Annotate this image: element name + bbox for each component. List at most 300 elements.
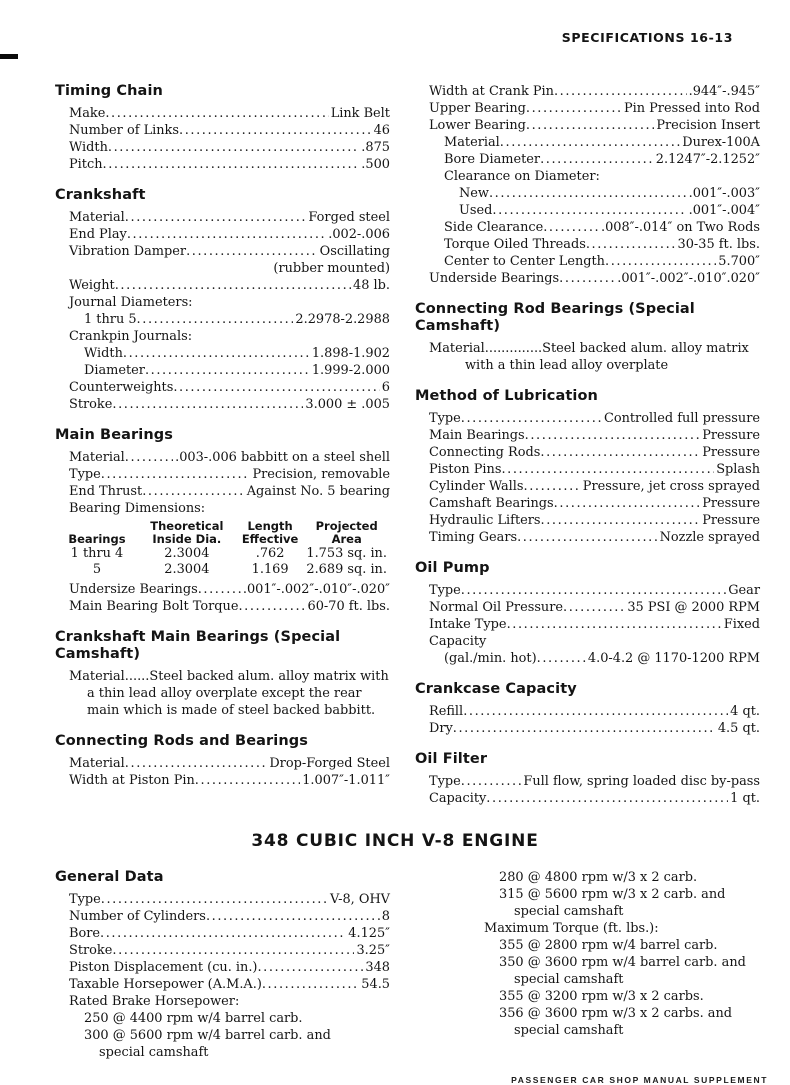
footer-label: PASSENGER CAR SHOP MANUAL SUPPLEMENT [511, 1075, 768, 1085]
spec-label: Cylinder Walls [429, 479, 524, 494]
spec-label: Counterweights [69, 380, 174, 395]
dot-leader [526, 117, 654, 134]
section-title: Timing Chain [55, 83, 163, 99]
table-header-line: Area [331, 532, 362, 546]
spec-row [415, 529, 760, 546]
spec-label: Center to Center Length [444, 254, 605, 269]
spec-label: 355 @ 3200 rpm w/3 x 2 carbs. [499, 989, 704, 1004]
scan-artifact [0, 54, 18, 59]
spec-value: Fixed [723, 617, 760, 632]
spec-row [55, 483, 390, 500]
spec-section [55, 187, 390, 413]
spec-label: Torque Oiled Threads [444, 237, 586, 252]
spec-value: Drop-Forged Steel [269, 756, 390, 771]
spec-label: Material [69, 210, 125, 225]
dot-leader [206, 908, 380, 925]
spec-value: 35 PSI @ 2000 RPM [627, 600, 760, 615]
dot-leader [127, 226, 326, 243]
spec-label: 300 @ 5600 rpm w/4 barrel carb. and [84, 1028, 331, 1043]
table-cell: 2.689 sq. in. [306, 562, 387, 577]
spec-section [415, 751, 760, 807]
spec-row [470, 920, 760, 937]
spec-row [55, 942, 390, 959]
spec-label: Dry [429, 721, 453, 736]
spec-label: Number of Cylinders [69, 909, 206, 924]
spec-value: 3.25″ [356, 943, 390, 958]
spec-row [55, 925, 390, 942]
spec-row [470, 903, 760, 920]
spec-section [55, 629, 390, 719]
dot-leader [486, 790, 728, 807]
spec-value: Durex-100A [682, 135, 760, 150]
spec-value: .944″-.945″ [688, 84, 760, 99]
spec-label: Material [69, 756, 125, 771]
spec-row [415, 236, 760, 253]
spec-row [55, 993, 390, 1010]
spec-section [55, 427, 390, 615]
spec-value: Pressure [702, 513, 760, 528]
table-header-line: Inside Dia. [152, 532, 222, 546]
spec-row [55, 260, 390, 277]
section-title: Connecting Rod Bearings (Special Camshaft) [415, 301, 695, 334]
spec-paragraph: Material..............Steel backed alum. alloy matrix with a thin lead alloy overplate [429, 341, 749, 373]
spec-row [55, 755, 390, 772]
spec-label: Main Bearing Bolt Torque [69, 599, 239, 614]
table-row [57, 546, 390, 562]
spec-section [55, 733, 390, 789]
dot-leader [540, 151, 654, 168]
spec-row [55, 362, 390, 379]
dot-leader [461, 582, 726, 599]
spec-label: Hydraulic Lifters [429, 513, 541, 528]
dot-leader [262, 976, 359, 993]
spec-label: special camshaft [514, 904, 624, 919]
spec-label: Intake Type [429, 617, 507, 632]
spec-label: Vibration Damper [69, 244, 187, 259]
spec-value: .002-.006 [328, 227, 390, 242]
spec-row [470, 886, 760, 903]
spec-row [55, 959, 390, 976]
spec-row [415, 219, 760, 236]
dot-leader [257, 959, 363, 976]
spec-label: Material [69, 450, 125, 465]
spec-row [415, 134, 760, 151]
dot-leader [108, 139, 359, 156]
spec-right-column [415, 83, 760, 807]
dot-leader [238, 598, 305, 615]
spec-label: Timing Gears [429, 530, 518, 545]
dot-leader [103, 156, 360, 173]
spec-row [415, 461, 760, 478]
spec-label: Capacity [429, 791, 487, 806]
spec-value: Pressure, jet cross sprayed [582, 479, 760, 494]
table-cell: 2.3004 [164, 562, 210, 577]
table-header-line: Projected [315, 519, 378, 533]
dot-leader [554, 83, 687, 100]
spec-value: 4.0-4.2 @ 1170-1200 RPM [587, 651, 760, 666]
spec-columns-bottom [0, 869, 790, 1061]
spec-row [415, 495, 760, 512]
table-header-line: Effective [241, 532, 299, 546]
dot-leader [453, 720, 716, 737]
spec-label: Camshaft Bearings [429, 496, 554, 511]
spec-row [55, 226, 390, 243]
spec-row [55, 1010, 390, 1027]
bearing-dimensions-table [57, 520, 390, 578]
spec-value: 4 qt. [730, 704, 760, 719]
dot-leader [524, 478, 581, 495]
spec-row [415, 100, 760, 117]
spec-row [415, 410, 760, 427]
spec-label: 250 @ 4400 rpm w/4 barrel carb. [84, 1011, 303, 1026]
spec-row [55, 1027, 390, 1044]
section-title: Method of Lubrication [415, 388, 598, 404]
spec-value: 30-35 ft. lbs. [677, 237, 760, 252]
dot-leader [540, 444, 700, 461]
spec-row [55, 345, 390, 362]
spec-value: V-8, OHV [330, 892, 390, 907]
spec-row [470, 971, 760, 988]
spec-section [415, 83, 760, 287]
spec-label: 355 @ 2800 rpm w/4 barrel carb. [499, 938, 718, 953]
spec-row [470, 937, 760, 954]
spec-row [55, 243, 390, 260]
spec-section [55, 83, 390, 173]
spec-value: (rubber mounted) [273, 261, 390, 276]
spec-value: .001″-.002″-.010″-.020″ [242, 582, 390, 597]
spec-value: Pin Pressed into Rod [623, 101, 760, 116]
spec-label: special camshaft [99, 1045, 209, 1060]
spec-value: 4.125″ [348, 926, 390, 941]
spec-row [55, 311, 390, 328]
spec-value: 46 [373, 123, 390, 138]
spec-row [55, 396, 390, 413]
dot-leader [526, 100, 622, 117]
spec-row [415, 512, 760, 529]
spec-section [415, 301, 760, 374]
spec-label: Type [429, 774, 461, 789]
spec-label: Journal Diameters: [69, 295, 193, 310]
spec-label: Number of Links [69, 123, 179, 138]
table-cell: 1.753 sq. in. [306, 546, 387, 561]
spec-value: .001″-.002″-.010″.020″ [617, 271, 760, 286]
table-cell: 2.3004 [164, 546, 210, 561]
dot-leader [500, 134, 680, 151]
spec-row [55, 139, 390, 156]
spec-row [415, 790, 760, 807]
table-cell: 5 [92, 562, 102, 577]
spec-label: Used [459, 203, 493, 218]
spec-row [55, 466, 390, 483]
dot-leader [125, 755, 268, 772]
spec-row [415, 202, 760, 219]
spec-label: Bore Diameter [444, 152, 541, 167]
spec-value: 1.898-1.902 [311, 346, 390, 361]
spec-row [55, 277, 390, 294]
spec-value: 6 [381, 380, 390, 395]
table-header-line: Theoretical [150, 519, 224, 533]
spec-label: (gal./min. hot) [444, 651, 537, 666]
dot-leader [195, 772, 300, 789]
spec-label: End Play [69, 227, 127, 242]
spec-label: Lower Bearing [429, 118, 526, 133]
spec-row [55, 379, 390, 396]
spec-row [55, 976, 390, 993]
spec-row [415, 253, 760, 270]
spec-row [415, 151, 760, 168]
page-header [0, 0, 790, 45]
spec-label: Crankpin Journals: [69, 329, 193, 344]
spec-label: Piston Displacement (cu. in.) [69, 960, 258, 975]
spec-row [415, 478, 760, 495]
spec-row [55, 122, 390, 139]
spec-label: Type [69, 892, 101, 907]
spec-section [470, 869, 760, 1039]
section-title: Oil Pump [415, 560, 490, 576]
spec-label: Taxable Horsepower (A.M.A.) [69, 977, 262, 992]
spec-row [470, 954, 760, 971]
spec-paragraph: Material......Steel backed alum. alloy matrix with a thin lead alloy overplate except the rear main which is made of steel backed babbitt. [69, 669, 389, 718]
spec-label: Upper Bearing [429, 101, 526, 116]
dot-leader [125, 449, 173, 466]
spec-label: Width [84, 346, 123, 361]
section-title: Oil Filter [415, 751, 488, 767]
spec-row [55, 772, 390, 789]
spec-row [415, 599, 760, 616]
spec-label: Stroke [69, 943, 113, 958]
dot-leader [563, 599, 625, 616]
dot-leader [554, 495, 701, 512]
spec-value: .500 [361, 157, 390, 172]
spec-row [55, 449, 390, 466]
spec-value: Against No. 5 bearing [246, 484, 390, 499]
spec-row [415, 117, 760, 134]
spec-label: Material [444, 135, 500, 150]
dot-leader [101, 891, 328, 908]
section-title: Crankshaft [55, 187, 146, 203]
spec-value: Link Belt [330, 106, 390, 121]
spec-value: .001″-.003″ [688, 186, 760, 201]
spec-value: 48 lb. [353, 278, 390, 293]
dot-leader [501, 461, 714, 478]
spec-label: Width at Piston Pin [69, 773, 195, 788]
table-header-line: Length [247, 519, 293, 533]
section-title: Crankshaft Main Bearings (Special Camshaft) [55, 629, 341, 662]
spec-row [415, 650, 760, 667]
dot-leader [145, 362, 310, 379]
spec-label: 315 @ 5600 rpm w/3 x 2 carb. and [499, 887, 726, 902]
spec-section [55, 869, 390, 1061]
dot-leader [517, 529, 658, 546]
dot-leader [142, 483, 244, 500]
spec-value: .008″-.014″ on Two Rods [600, 220, 760, 235]
spec-row [470, 1005, 760, 1022]
dot-leader [105, 105, 328, 122]
spec-label: special camshaft [514, 972, 624, 987]
spec-label: Main Bearings [429, 428, 525, 443]
spec-value: 60-70 ft. lbs. [307, 599, 390, 614]
spec-row [415, 582, 760, 599]
spec-value: 348 [365, 960, 390, 975]
dot-leader [537, 650, 586, 667]
spec-label: Diameter [84, 363, 145, 378]
table-cell: 1 thru 4 [70, 546, 124, 561]
spec-label: Rated Brake Horsepower: [69, 994, 240, 1009]
spec-label: Bearing Dimensions: [69, 501, 206, 516]
engine-heading: 348 CUBIC INCH V-8 ENGINE [251, 831, 539, 851]
spec-row [415, 427, 760, 444]
spec-row [415, 168, 760, 185]
spec-value: Pressure [702, 428, 760, 443]
spec-label: Weight [69, 278, 115, 293]
spec-label: special camshaft [514, 1023, 624, 1038]
spec-row [470, 1022, 760, 1039]
dot-leader [559, 270, 615, 287]
spec-row [55, 598, 390, 615]
spec-row [55, 891, 390, 908]
section-title: General Data [55, 869, 164, 885]
dot-leader [463, 703, 728, 720]
spec-label: Make [69, 106, 106, 121]
dot-leader [125, 209, 307, 226]
spec-label: Underside Bearings [429, 271, 560, 286]
section-title: Main Bearings [55, 427, 173, 443]
spec-label: 350 @ 3600 rpm w/4 barrel carb. and [499, 955, 746, 970]
spec-label: Pitch [69, 157, 103, 172]
spec-label: Refill [429, 704, 464, 719]
spec-row [470, 869, 760, 886]
spec-label: End Thrust [69, 484, 143, 499]
table-header-cell [137, 520, 237, 546]
spec-section [415, 560, 760, 667]
dot-leader [507, 616, 722, 633]
dot-leader [123, 345, 310, 362]
spec-row [415, 616, 760, 633]
section-title: Connecting Rods and Bearings [55, 733, 308, 749]
spec-row [415, 83, 760, 100]
dot-leader [605, 253, 716, 270]
spec-label: Type [429, 583, 461, 598]
spec-row [415, 773, 760, 790]
table-header-line: Bearings [68, 532, 126, 546]
section-title: Crankcase Capacity [415, 681, 577, 697]
dot-leader [101, 466, 251, 483]
spec-row [55, 908, 390, 925]
table-cell: .762 [255, 546, 285, 561]
dot-leader [543, 219, 599, 236]
spec-row [55, 209, 390, 226]
spec-section [415, 681, 760, 737]
spec-row [470, 988, 760, 1005]
spec-row [415, 720, 760, 737]
spec-value: Nozzle sprayed [659, 530, 760, 545]
spec-value: .875 [361, 140, 390, 155]
spec-label: New [459, 186, 489, 201]
spec-value: Precision Insert [656, 118, 760, 133]
spec-value: Precision, removable [252, 467, 390, 482]
table-header-row [57, 520, 390, 546]
dot-leader [173, 379, 379, 396]
dot-leader [198, 581, 241, 598]
spec-row [415, 270, 760, 287]
spec-value: Full flow, spring loaded disc by-pass [523, 774, 760, 789]
dot-leader [586, 236, 676, 253]
spec-row [415, 703, 760, 720]
spec-row [55, 1044, 390, 1061]
spec-value: Controlled full pressure [603, 411, 760, 426]
spec-label: Type [69, 467, 101, 482]
spec-row [55, 294, 390, 311]
dot-leader [541, 512, 701, 529]
spec-label: Type [429, 411, 461, 426]
spec-row [55, 328, 390, 345]
dot-leader [461, 410, 602, 427]
dot-leader [115, 277, 351, 294]
spec-label: 1 thru 5 [84, 312, 137, 327]
table-cell: 1.169 [251, 562, 289, 577]
spec-label: Maximum Torque (ft. lbs.): [484, 921, 659, 936]
spec-row [55, 105, 390, 122]
spec-row [55, 156, 390, 173]
spec-label: Width [69, 140, 108, 155]
spec-value: 54.5 [361, 977, 390, 992]
spec-value: .003-.006 babbitt on a steel shell [175, 450, 390, 465]
dot-leader [492, 202, 686, 219]
spec-label: 280 @ 4800 rpm w/3 x 2 carb. [499, 870, 698, 885]
spec-label: Capacity [429, 634, 487, 649]
spec-value: 5.700″ [718, 254, 760, 269]
spec-value: 1.007″-1.011″ [302, 773, 390, 788]
dot-leader [112, 396, 303, 413]
spec-value: Pressure [702, 496, 760, 511]
spec-value: 1.999-2.000 [311, 363, 390, 378]
dot-leader [112, 942, 354, 959]
spec-value: 3.000 ± .005 [305, 397, 390, 412]
spec-value: 4.5 qt. [717, 721, 760, 736]
dot-leader [461, 773, 522, 790]
spec-label: Width at Crank Pin [429, 84, 554, 99]
spec-row [415, 444, 760, 461]
spec-columns-top [0, 83, 790, 807]
dot-leader [137, 311, 294, 328]
dot-leader [186, 243, 318, 260]
spec-value: Pressure [702, 445, 760, 460]
dot-leader [525, 427, 701, 444]
general-data-right-column [415, 869, 760, 1061]
page-footer [0, 1061, 790, 1085]
spec-value: 1 qt. [730, 791, 760, 806]
spec-row [55, 500, 390, 517]
dot-leader [489, 185, 687, 202]
spec-row [55, 581, 390, 598]
spec-value: 2.2978-2.2988 [295, 312, 390, 327]
table-row [57, 562, 390, 578]
spec-value: Gear [728, 583, 760, 598]
table-header-cell [57, 520, 137, 546]
spec-label: Undersize Bearings [69, 582, 198, 597]
table-header-cell [237, 520, 304, 546]
spec-value: Oscillating [319, 244, 390, 259]
spec-label: Side Clearance [444, 220, 544, 235]
spec-label: Piston Pins [429, 462, 502, 477]
spec-label: Bore [69, 926, 101, 941]
dot-leader [179, 122, 372, 139]
spec-section [415, 388, 760, 546]
spec-label: 356 @ 3600 rpm w/3 x 2 carbs. and [499, 1006, 733, 1021]
table-header-cell [303, 520, 390, 546]
spec-value: .001″-.004″ [688, 203, 760, 218]
general-data-left-column [55, 869, 390, 1061]
